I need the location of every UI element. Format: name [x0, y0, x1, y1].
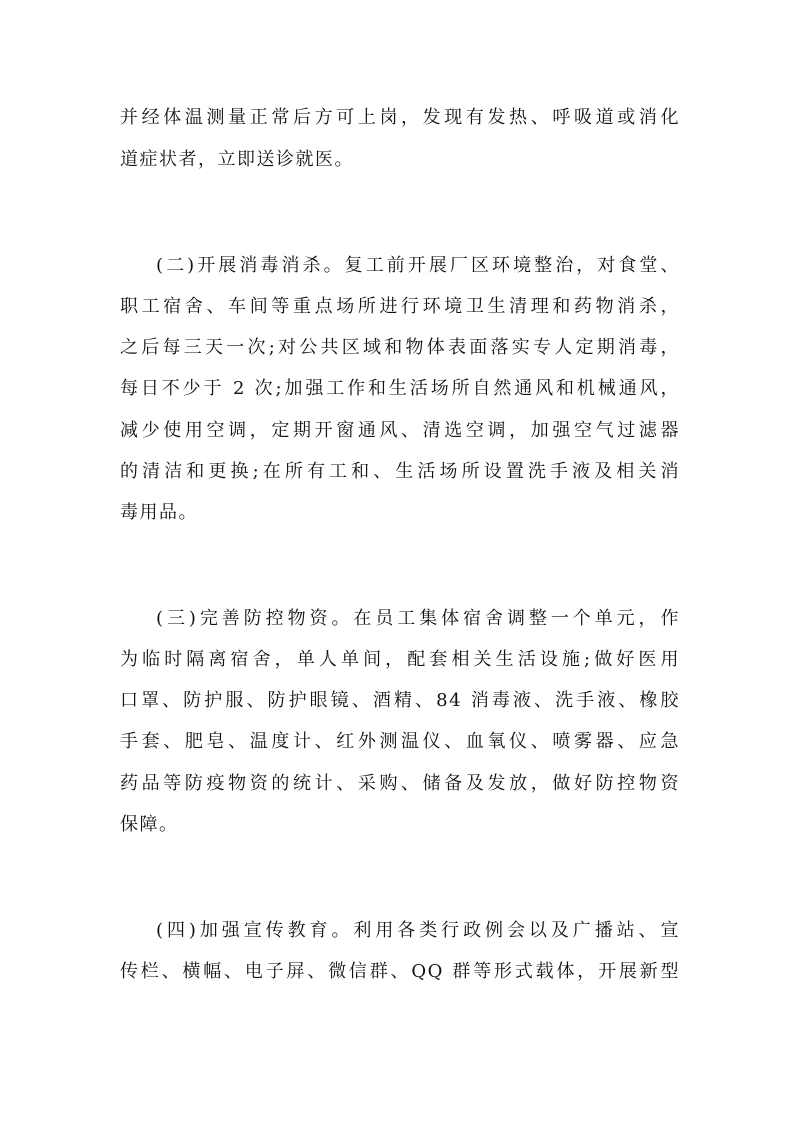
section-3-line-2: 为临时隔离宿舍，单人单间，配套相关生活设施;做好医用 — [120, 649, 680, 670]
section-2-line-6: 的清洁和更换;在所有工和、生活场所设置洗手液及相关消 — [120, 461, 680, 482]
section-3-line-4: 手套、肥皂、温度计、红外测温仪、血氧仪、喷雾器、应急 — [120, 731, 680, 752]
section-2-heading-line: (二)开展消毒消杀。复工前开展厂区环境整治，对食堂、 — [156, 255, 680, 276]
section-3-line-5: 药品等防疫物资的统计、采购、储备及发放，做好防控物资 — [120, 773, 680, 794]
section-2-line-3: 之后每三天一次;对公共区域和物体表面落实专人定期消毒， — [120, 337, 680, 358]
section-4-line-2: 传栏、横幅、电子屏、微信群、QQ 群等形式载体，开展新型 — [120, 961, 680, 982]
paragraph-continuation-line-2: 道症状者，立即送诊就医。 — [120, 149, 354, 170]
section-3-heading-line: (三)完善防控物资。在员工集体宿舍调整一个单元，作 — [156, 608, 680, 629]
section-2-line-5: 减少使用空调，定期开窗通风、清选空调，加强空气过滤器 — [120, 420, 680, 441]
paragraph-continuation-line-1: 并经体温测量正常后方可上岗，发现有发热、呼吸道或消化 — [120, 107, 680, 128]
section-3-line-6: 保障。 — [120, 814, 179, 835]
section-2-line-7: 毒用品。 — [120, 502, 198, 523]
section-2-line-2: 职工宿舍、车间等重点场所进行环境卫生清理和药物消杀， — [120, 296, 680, 317]
section-3-line-3: 口罩、防护服、防护眼镜、酒精、84 消毒液、洗手液、橡胶 — [120, 690, 680, 711]
section-2-line-4: 每日不少于 2 次;加强工作和生活场所自然通风和机械通风， — [120, 378, 680, 399]
section-4-heading-line: (四)加强宣传教育。利用各类行政例会以及广播站、宣 — [156, 920, 680, 941]
